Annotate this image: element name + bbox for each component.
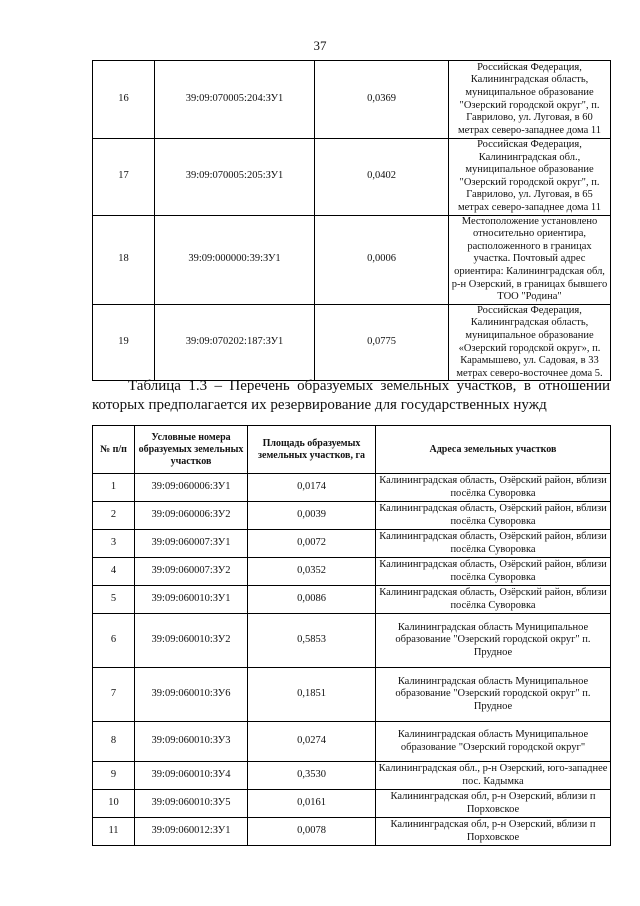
row-number: 8	[93, 722, 135, 762]
row-number: 2	[93, 502, 135, 530]
table-row	[93, 586, 611, 614]
table-row	[93, 304, 611, 381]
cadastral-number: 39:09:060010:ЗУ1	[135, 586, 248, 614]
plot-address: Калининградская область, Озёрский район, вблизи посёлка Суворовка	[376, 586, 611, 614]
cadastral-number: 39:09:060010:ЗУ2	[135, 614, 248, 668]
plot-area: 0,1851	[248, 668, 376, 722]
row-number: 7	[93, 668, 135, 722]
table-row	[93, 139, 611, 216]
plot-area: 0,0086	[248, 586, 376, 614]
row-number: 3	[93, 530, 135, 558]
table-row	[93, 558, 611, 586]
table-row	[93, 502, 611, 530]
cadastral-number: 39:09:070005:204:ЗУ1	[155, 61, 315, 139]
plot-address: Калининградская область Муниципальное образование "Озерский городской округ"	[376, 722, 611, 762]
row-number: 1	[93, 474, 135, 502]
plot-address: Калининградская область Муниципальное образование "Озерский городской округ" п. Прудное	[376, 614, 611, 668]
row-number: 9	[93, 762, 135, 790]
table-row	[93, 530, 611, 558]
plot-address: Калининградская область, Озёрский район, вблизи посёлка Суворовка	[376, 474, 611, 502]
plot-address: Калининградская обл, р-н Озерский, вблизи п Порховское	[376, 818, 611, 846]
plot-area: 0,0174	[248, 474, 376, 502]
table-row	[93, 818, 611, 846]
row-number: 10	[93, 790, 135, 818]
cadastral-number: 39:09:060012:ЗУ1	[135, 818, 248, 846]
plot-address: Калининградская область, Озёрский район, вблизи посёлка Суворовка	[376, 502, 611, 530]
row-number: 11	[93, 818, 135, 846]
table-caption: Таблица 1.3 – Перечень образуемых земельных участков, в отношении которых предполагается их резервирование для государственных нужд	[92, 378, 610, 413]
cadastral-number: 39:09:070005:205:ЗУ1	[155, 139, 315, 216]
plot-address: Калининградская область Муниципальное образование "Озерский городской округ" п. Прудное	[376, 668, 611, 722]
cadastral-number: 39:09:060007:ЗУ1	[135, 530, 248, 558]
plot-address: Калининградская область, Озёрский район, вблизи посёлка Суворовка	[376, 558, 611, 586]
plot-area: 0,0352	[248, 558, 376, 586]
table-row	[93, 722, 611, 762]
plot-area: 0,0072	[248, 530, 376, 558]
row-number: 5	[93, 586, 135, 614]
row-number: 6	[93, 614, 135, 668]
plot-address: Калининградская область, Озёрский район, вблизи посёлка Суворовка	[376, 530, 611, 558]
plot-area: 0,0078	[248, 818, 376, 846]
reserved-land-plots-table	[92, 425, 611, 846]
plot-area: 0,3530	[248, 762, 376, 790]
row-number: 4	[93, 558, 135, 586]
table-row	[93, 614, 611, 668]
plot-area: 0,0006	[315, 215, 449, 304]
cadastral-number: 39:09:060006:ЗУ2	[135, 502, 248, 530]
page-number: 37	[313, 38, 327, 53]
plot-area: 0,0039	[248, 502, 376, 530]
cadastral-number: 39:09:060006:ЗУ1	[135, 474, 248, 502]
plot-area: 0,0775	[315, 304, 449, 381]
cadastral-number: 39:09:060010:ЗУ3	[135, 722, 248, 762]
header-number: № п/п	[93, 426, 135, 474]
header-address: Адреса земельных участков	[376, 426, 611, 474]
plot-address: Российская Федерация, Калининградская обл., муниципальное образование "Озерский городской округ", п. Гаврилово, ул. Луговая, в 65 метрах северо-западнее дома 11	[449, 139, 611, 216]
row-number: 16	[93, 61, 155, 139]
plot-area: 0,5853	[248, 614, 376, 668]
row-number: 17	[93, 139, 155, 216]
row-number: 18	[93, 215, 155, 304]
table-row	[93, 215, 611, 304]
header-area: Площадь образуемых земельных участков, га	[248, 426, 376, 474]
plot-address: Калининградская обл, р-н Озерский, вблизи п Порховское	[376, 790, 611, 818]
cadastral-number: 39:09:070202:187:ЗУ1	[155, 304, 315, 381]
cadastral-number: 39:09:060007:ЗУ2	[135, 558, 248, 586]
table-row	[93, 61, 611, 139]
plot-area: 0,0274	[248, 722, 376, 762]
plot-address: Российская Федерация, Калининградская область, муниципальное образование «Озерский городской округ», п. Карамышево, ул. Садовая, в 33 метрах северо-восточнее дома 5.	[449, 304, 611, 381]
table-row	[93, 474, 611, 502]
plot-address: Калининградская обл., р-н Озерский, юго-западнее пос. Кадымка	[376, 762, 611, 790]
plot-area: 0,0402	[315, 139, 449, 216]
table-row	[93, 762, 611, 790]
plot-area: 0,0369	[315, 61, 449, 139]
continued-land-plots-table	[92, 60, 611, 381]
plot-area: 0,0161	[248, 790, 376, 818]
table-row	[93, 668, 611, 722]
plot-address: Местоположение установлено относительно ориентира, расположенного в границах участка. Почтовый адрес ориентира: Калининградская обл, р-н Озерский, в границах бывшего ТОО "Родина"	[449, 215, 611, 304]
table-header-row	[93, 426, 611, 474]
table-row	[93, 790, 611, 818]
cadastral-number: 39:09:000000:39:ЗУ1	[155, 215, 315, 304]
cadastral-number: 39:09:060010:ЗУ4	[135, 762, 248, 790]
cadastral-number: 39:09:060010:ЗУ6	[135, 668, 248, 722]
plot-address: Российская Федерация, Калининградская область, муниципальное образование "Озерский городской округ", п. Гаврилово, ул. Луговая, в 60 метрах северо-западнее дома 11	[449, 61, 611, 139]
cadastral-number: 39:09:060010:ЗУ5	[135, 790, 248, 818]
header-cadastral: Условные номера образуемых земельных участков	[135, 426, 248, 474]
row-number: 19	[93, 304, 155, 381]
